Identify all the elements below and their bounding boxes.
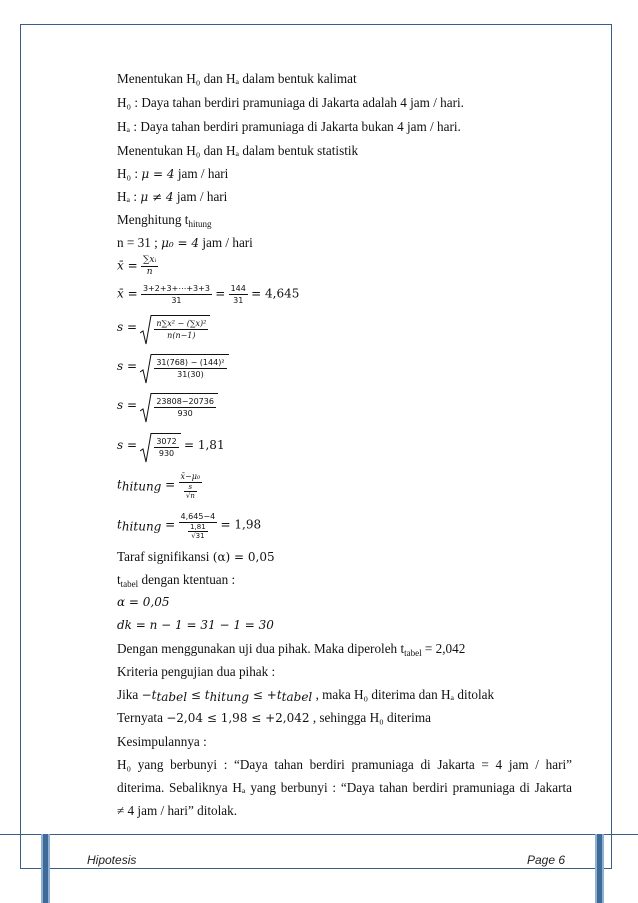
formula-mean-definition	[117, 255, 158, 278]
conclusion-line-1: H₀ yang berbunyi : “Daya tahan berdiri pramuniaga di Jakarta = 4 jam / hari”	[117, 757, 572, 772]
t2-result: = 1,98	[220, 517, 262, 532]
given-unit: jam / hari	[199, 235, 253, 250]
mean-fraction	[141, 255, 158, 278]
significance-value: (α) = 0,05	[212, 550, 275, 564]
formula-t-definition	[117, 471, 202, 500]
significance-level	[117, 549, 275, 565]
degrees-of-freedom: dk = n − 1 = 31 − 1 = 30	[117, 618, 274, 632]
t1-inner-denominator: √n	[185, 492, 195, 500]
sd3-fraction	[154, 396, 216, 419]
formula-sd-simplified	[117, 393, 218, 419]
t2-inner-denominator: √31	[191, 532, 205, 540]
footer-post-left	[41, 834, 50, 903]
h0-expression: μ = 4	[141, 167, 175, 181]
t2-numerator: 4,645−4	[180, 512, 216, 521]
t2-denominator	[179, 523, 218, 540]
mean2-denominator-b: 31	[233, 296, 244, 305]
h0-sentence: H₀ : Daya tahan berdiri pramuniaga di Jakarta adalah 4 jam / hari.	[117, 95, 464, 110]
radical-icon	[140, 315, 152, 345]
mean2-lhs: x̄ =	[117, 286, 138, 301]
test-outcome	[117, 710, 431, 726]
t1-inner-fraction	[184, 483, 197, 500]
sd4-lhs: s =	[117, 438, 138, 453]
t2-inner-fraction	[188, 523, 208, 540]
radical-icon	[140, 393, 152, 423]
mean2-denominator: 31	[171, 296, 182, 305]
sd4-numerator: 3072	[156, 437, 177, 446]
step-compute-t-text: Menghitung t	[117, 212, 189, 227]
ha-label: Hₐ :	[117, 189, 141, 204]
t1-sub: hitung	[121, 479, 162, 494]
sd2-numerator: 31(768) − (144)²	[156, 358, 225, 367]
sd3-denominator: 930	[177, 409, 193, 418]
footer-title: Hipotesis	[87, 853, 137, 867]
step-compute-t	[117, 212, 211, 229]
rule-t1: −t	[141, 688, 157, 702]
sd1-lhs: s =	[117, 320, 138, 335]
sd3-numerator: 23808−20736	[156, 397, 214, 406]
sd4-fraction	[154, 436, 178, 459]
mean2-result: = 4,645	[251, 286, 300, 301]
mean-denominator: n	[146, 267, 153, 277]
mean2-numerator: 3+2+3+⋯+3+3	[142, 284, 210, 293]
rule-conclusion: , maka H₀ diterima dan Hₐ ditolak	[312, 687, 495, 702]
sd2-denominator: 31(30)	[177, 370, 204, 379]
rule-t2-sub: hitung	[209, 690, 250, 704]
test-criteria-heading: Kriteria pengujian dua pihak :	[117, 664, 276, 679]
ha-unit: jam / hari	[173, 189, 228, 204]
t1-fraction	[179, 471, 203, 500]
two-tailed-result	[117, 641, 465, 658]
sd2-lhs: s =	[117, 359, 138, 374]
conclusion-line-3: ≠ 4 jam / hari” ditolak.	[117, 803, 238, 818]
mean-numerator: ∑xᵢ	[142, 255, 157, 265]
radical-icon	[140, 354, 152, 384]
h0-unit: jam / hari	[174, 166, 229, 181]
sd4-denominator: 930	[158, 449, 175, 458]
step-hypothesis-statistic: Menentukan H₀ dan Hₐ dalam bentuk statistik	[117, 143, 359, 158]
t1-lhs: t	[117, 477, 122, 492]
formula-sd-definition	[117, 315, 210, 341]
sd3-lhs: s =	[117, 398, 138, 413]
outcome-suffix: , sehingga H₀ diterima	[309, 710, 431, 725]
mean2-numerator-b: 144	[230, 284, 246, 293]
t-table-heading	[117, 572, 235, 589]
h0-statistic	[117, 166, 228, 182]
page-number: Page 6	[527, 853, 566, 867]
mean2-equals: =	[215, 286, 226, 301]
given-mu0: μ₀ = 4	[161, 236, 200, 250]
sd3-root	[140, 393, 218, 419]
h0-label: H₀ :	[117, 166, 142, 181]
t2-sub: hitung	[121, 519, 162, 534]
footer-post-right	[595, 834, 604, 903]
significance-text: Taraf signifikansi	[117, 549, 213, 564]
formula-sd-substituted	[117, 354, 229, 380]
sd1-root	[140, 315, 210, 341]
sd4-result: = 1,81	[183, 438, 225, 453]
formula-mean-computed	[117, 283, 299, 306]
alpha-value: α = 0,05	[117, 595, 170, 609]
conclusion-heading: Kesimpulannya :	[117, 734, 207, 749]
two-tailed-sub: tabel	[404, 648, 422, 658]
rule-t3: ≤ +t	[249, 688, 282, 702]
conclusion-line-2: diterima. Sebaliknya Hₐ yang berbunyi : “Daya tahan berdiri pramuniaga di Jakarta	[117, 780, 572, 795]
t1-inner-numerator: s	[184, 483, 197, 492]
sd4-root	[140, 433, 180, 459]
mean2-fraction-b	[229, 283, 248, 306]
rule-t3-sub: tabel	[281, 690, 313, 704]
t-table-t: t	[117, 572, 121, 587]
ha-statistic	[117, 189, 227, 205]
t1-numerator: x̄−μ₀	[180, 472, 201, 481]
t1-denominator	[179, 483, 203, 500]
t2-inner-numerator: 1,81	[190, 523, 206, 531]
sd2-root	[140, 354, 228, 380]
mean-lhs: x̄ =	[117, 258, 138, 273]
t2-eq: =	[161, 517, 176, 532]
rule-t2: ≤ t	[187, 688, 210, 702]
sd1-fraction	[154, 318, 208, 341]
step-compute-t-sub: hitung	[188, 219, 212, 229]
formula-t-result	[117, 511, 261, 540]
ha-expression: μ ≠ 4	[140, 190, 174, 204]
two-tailed-text: Dengan menggunakan uji dua pihak. Maka diperoleh t	[117, 641, 405, 656]
t-table-sub: tabel	[120, 579, 139, 589]
sd1-denominator: n(n−1)	[167, 331, 196, 340]
outcome-inequality: −2,04 ≤ 1,98 ≤ +2,042	[166, 711, 310, 725]
rule-if: Jika	[117, 687, 142, 702]
radical-icon	[140, 433, 152, 463]
t2-fraction	[179, 511, 218, 540]
given-values	[117, 235, 253, 251]
footer-rule	[0, 834, 638, 835]
test-criteria-rule	[117, 687, 494, 704]
t1-eq: =	[161, 477, 176, 492]
outcome-prefix: Ternyata	[117, 710, 167, 725]
t-table-text: dengan ktentuan :	[138, 572, 236, 587]
formula-sd-result	[117, 433, 225, 459]
given-n: n = 31 ;	[117, 235, 162, 250]
ha-sentence: Hₐ : Daya tahan berdiri pramuniaga di Jakarta bukan 4 jam / hari.	[117, 119, 461, 134]
sd2-fraction	[154, 357, 226, 380]
sd1-numerator: n∑x² − (∑x)²	[156, 319, 207, 328]
rule-t1-sub: tabel	[156, 690, 188, 704]
t2-lhs: t	[117, 517, 122, 532]
mean2-fraction	[141, 283, 212, 306]
step-hypothesis-sentence: Menentukan H₀ dan Hₐ dalam bentuk kalimat	[117, 71, 357, 86]
two-tailed-value: = 2,042	[421, 641, 466, 656]
